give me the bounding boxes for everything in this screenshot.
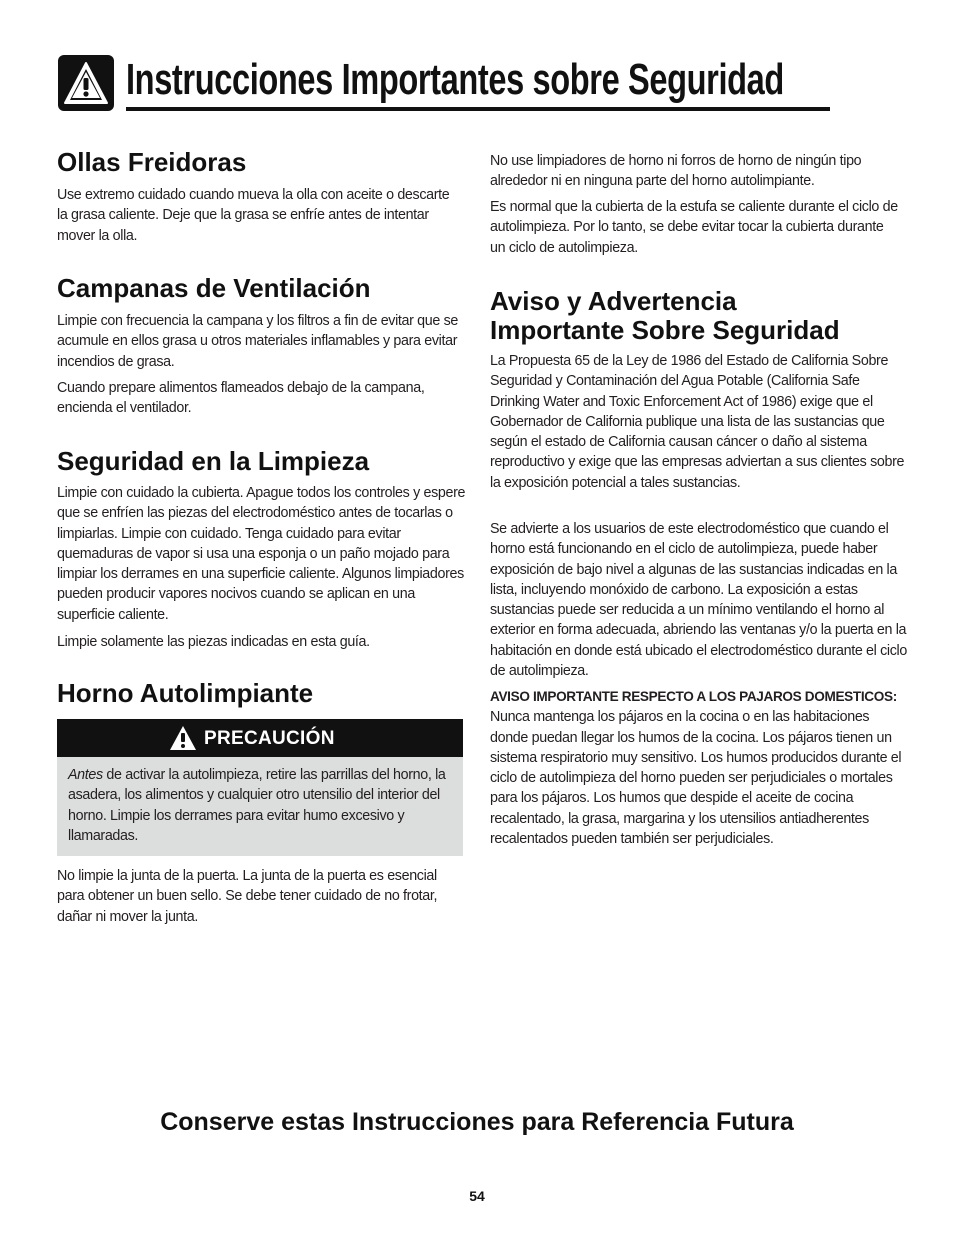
page-header	[58, 55, 830, 115]
warning-triangle-icon	[62, 60, 110, 106]
aviso-paragraph-3	[490, 687, 910, 849]
pajaros-body: Nunca mantenga los pájaros en la cocina o en las habitaciones donde puedan llegar los humos de la cocina. Los pájaros tienen un sistema respiratorio muy sensitivo. Los humos producidos durante el ciclo de autolimpieza del horno pueden ser perjudiciales o mortales para los pájaros. Los humos que despide el aceite de cocina recalentado, la grasa, margarina y los utensilios antiadherentes recalentados pueden también ser perjudiciales.	[490, 709, 902, 848]
caution-bar	[57, 719, 463, 757]
heading-aviso-line2: Importante Sobre Seguridad	[490, 315, 840, 345]
heading-horno: Horno Autolimpiante	[57, 678, 314, 708]
ollas-paragraph: Use extremo cuidado cuando mueva la olla con aceite o descarte la grasa caliente. Deje que la grasa se enfríe antes de intentar mover la olla.	[57, 187, 450, 244]
limpieza-paragraph-2: Limpie solamente las piezas indicadas en esta guía.	[57, 634, 370, 650]
right-top-paragraph-2: Es normal que la cubierta de la estufa se caliente durante el ciclo de autolimpieza. Por lo tanto, se debe evitar tocar la cubierta durante un ciclo de autolimpieza.	[490, 199, 898, 256]
page-number: 54	[469, 1188, 485, 1204]
caution-italic: Antes	[68, 767, 103, 783]
heading-campanas: Campanas de Ventilación	[57, 273, 371, 303]
horno-paragraph: No limpie la junta de la puerta. La junta de la puerta es esencial para obtener un buen sello. Se debe tener cuidado de no frotar, dañar ni mover la junta.	[57, 868, 438, 925]
campanas-paragraph-2: Cuando prepare alimentos flameados debajo de la campana, encienda el ventilador.	[57, 380, 425, 417]
caution-triangle-icon	[169, 725, 197, 751]
limpieza-paragraph-1: Limpie con cuidado la cubierta. Apague todos los controles y espere que se enfríen las piezas del electrodoméstico antes de tocarlas o limpiarlas. Limpie con cuidado. Tenga cuidado para evitar quemaduras de vapor si usa una esponja o un paño mojado para limpiar los derrames en una superficie caliente. Algunos limpiadores pueden producir vapores nocivos cuando se aplican en una superficie caliente.	[57, 485, 466, 623]
heading-ollas: Ollas Freidoras	[57, 147, 247, 177]
caution-box	[57, 719, 463, 856]
warning-icon-box	[58, 55, 114, 111]
aviso-paragraph-1: La Propuesta 65 de la Ley de 1986 del Estado de California Sobre Seguridad y Contaminación del Agua Potable (California Safe Drinking Water and Toxic Enforcement Act of 1986) exige que el Gobernador de California publique una lista de las sustancias que según el estado de California causan cáncer o daño al sistema reproductivo y exige que las empresas adviertan a sus clientes sobre la exposición potencial a tales sustancias.	[490, 353, 905, 491]
campanas-paragraph-1: Limpie con frecuencia la campana y los filtros a fin de evitar que se acumule en ellos grasa u otros materiales inflamables y para evitar incendios de grasa.	[57, 313, 459, 370]
aviso-paragraph-2: Se advierte a los usuarios de este electrodoméstico que cuando el horno está funcionando en el ciclo de autolimpieza, puede haber exposición de bajo nivel a algunas de las sustancias indicadas en la lista, incluyendo monóxido de carbono. La exposición a estas sustancias puede ser reducida a un mínimo ventilando el horno al exterior en forma adecuada, abriendo las ventanas y/o la puerta en la habitación en donde está ubicado el electrodoméstico durante el ciclo de autolimpieza.	[490, 521, 907, 680]
right-top-paragraph-1: No use limpiadores de horno ni forros de horno de ningún tipo alrededor ni en ninguna parte del horno autolimpiante.	[490, 153, 862, 190]
heading-aviso-line1: Aviso y Advertencia	[490, 286, 737, 316]
caution-label: PRECAUCIÓN	[204, 728, 335, 749]
pajaros-bold-label: AVISO IMPORTANTE RESPECTO A LOS PAJAROS DOMESTICOS:	[490, 689, 897, 704]
caution-text	[68, 765, 468, 846]
caution-body: de activar la autolimpieza, retire las parrillas del horno, la asadera, los alimentos y cualquier otro utensilio del interior del horno. Limpie los derrames para evitar humo excesivo y llamaradas.	[68, 767, 446, 844]
title-underline	[126, 107, 830, 111]
heading-limpieza: Seguridad en la Limpieza	[57, 446, 370, 476]
page-title: Instrucciones Importantes sobre Seguridad	[126, 55, 784, 104]
footer-note: Conserve estas Instrucciones para Referencia Futura	[160, 1108, 794, 1136]
